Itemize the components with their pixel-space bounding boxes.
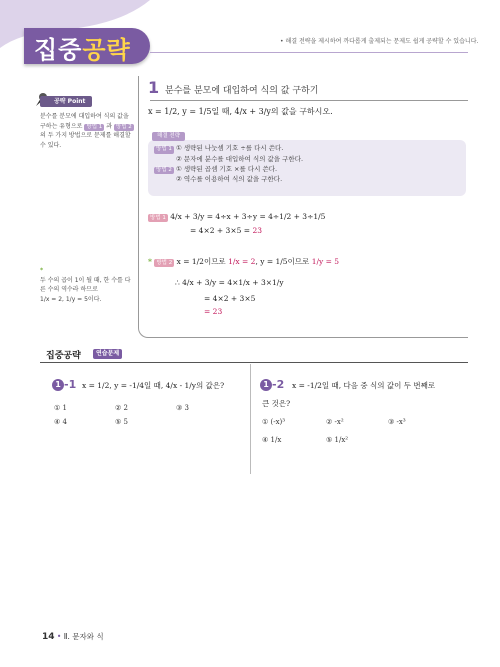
problem-number: 1 -2 — [260, 378, 284, 391]
option[interactable]: ② -x² — [326, 418, 344, 426]
page-title: 집중공략 — [34, 36, 131, 64]
option[interactable]: ⑤ 1/x² — [326, 436, 349, 444]
method2-chip: 방법 2 — [115, 123, 132, 130]
solution2-line2: ∴ 4/x + 3/y = 4×1/x + 3×1/y — [175, 278, 284, 287]
option[interactable]: ⑤ 5 — [115, 418, 128, 426]
hint-line: ② 문자에 분수를 대입하여 식의 값을 구한다. — [176, 154, 304, 163]
option[interactable]: ③ 3 — [176, 404, 189, 412]
hint-box — [148, 140, 466, 196]
practice-rule — [40, 362, 468, 363]
practice-divider — [250, 364, 251, 474]
option[interactable]: ① 1 — [54, 404, 67, 412]
page-footer: 14 • Ⅱ. 문자와 식 — [42, 632, 104, 642]
solution1-line1: 방법 1 4/x + 3/y = 4÷x + 3÷y = 4÷1/2 + 3÷1/5 — [150, 212, 326, 221]
hint-line: ② 역수를 이용하여 식의 값을 구한다. — [176, 175, 283, 183]
solution2-line1: * 방법 2 x = 1/2이므로 1/x = 2, y = 1/5이므로 1/y = 5 — [148, 257, 340, 266]
hint-tag: 해결 전략 — [152, 132, 185, 141]
problem-text: x = 1/2, y = 1/5일 때, 4/x + 3/y의 값을 구하시오. — [148, 107, 333, 116]
hint-line: 방법 2 ① 생략된 곱셈 기호 ×를 다시 쓴다. — [156, 164, 278, 173]
hint-line: 방법 1 ① 생략된 나눗셈 기호 ÷를 다시 쓴다. — [156, 144, 284, 152]
section-rule — [150, 100, 468, 101]
practice-tag: 연습문제 — [93, 349, 122, 359]
practice-question: x = 1/2, y = -1/4일 때, 4/x - 1/y의 값은? — [82, 381, 225, 390]
point-badge: 공략 Point — [40, 96, 92, 107]
header-rule — [150, 52, 468, 53]
option[interactable]: ① (-x)³ — [262, 418, 286, 426]
solution1-line2: = 4×2 + 3×5 = 23 — [190, 226, 262, 235]
section-number: 1 — [148, 78, 160, 97]
option[interactable]: ③ -x³ — [388, 418, 406, 426]
sidebar-note: * 두 수의 곱이 1이 될 때, 한 수를 다른 수의 역수라 하므로 1/x = 2, 1/y = 5이다. — [40, 267, 131, 303]
option[interactable]: ④ 4 — [54, 418, 67, 426]
header-note: • 해결 전략을 제시하여 까다롭게 출제되는 문제도 쉽게 공략할 수 있습니다. — [280, 38, 479, 45]
method1-chip: 방법 1 — [86, 123, 103, 130]
solution2-line3: = 4×2 + 3×5 — [204, 294, 256, 303]
sidebar-description: 분수를 분모에 대입하여 식의 값을 구하는 유형으로 방법 1 과 방법 2 의 두 가지 방법으로 문제를 해결할 수 있다. — [40, 113, 132, 149]
option[interactable]: ② 2 — [115, 404, 128, 412]
practice-question: x = -1/2일 때, 다음 중 식의 값이 두 번째로 — [292, 381, 436, 390]
section-title: 분수를 분모에 대입하여 식의 값 구하기 — [165, 86, 319, 96]
practice-heading: 집중공략 — [46, 351, 81, 361]
option[interactable]: ④ 1/x — [262, 436, 282, 444]
practice-question-cont: 큰 것은? — [262, 399, 291, 408]
solution2-answer: = 23 — [204, 307, 223, 316]
problem-number: 1 -1 — [52, 378, 76, 391]
